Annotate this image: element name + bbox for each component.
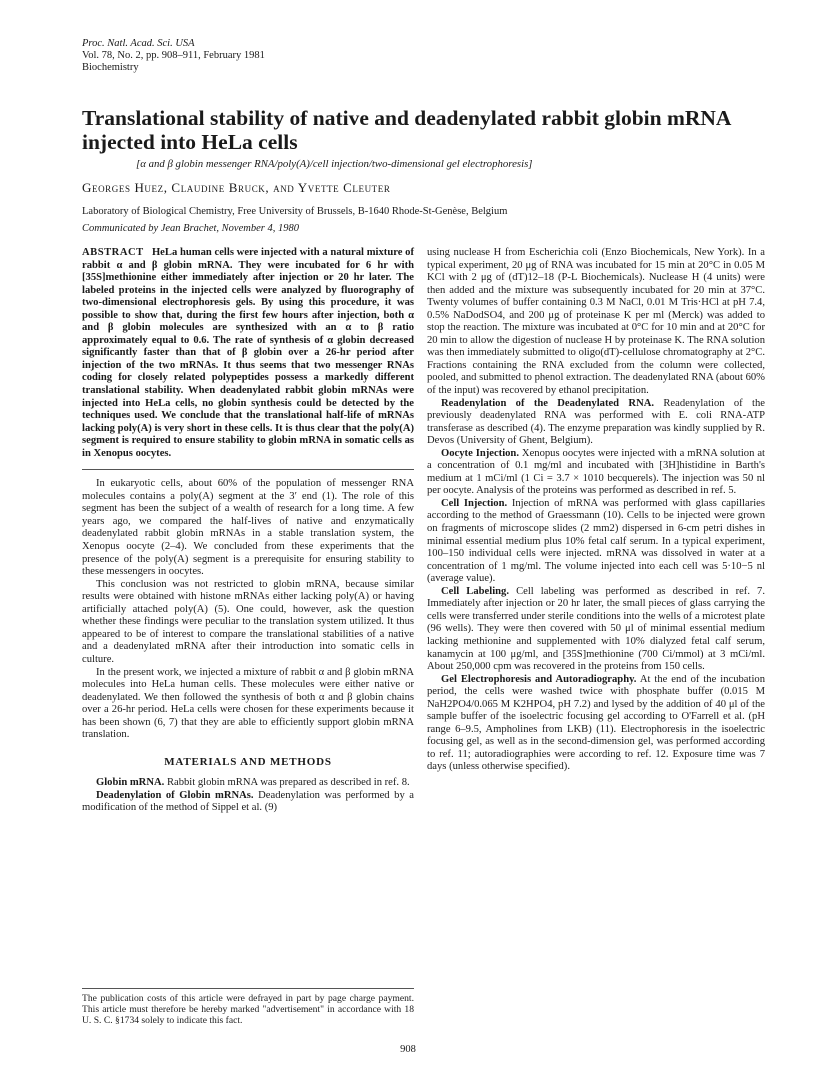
- methods-paragraph: [427, 448, 765, 498]
- methods-paragraph: using nuclease H from Escherichia coli (Enzo Biochemicals, New York). In a typical experiment, 20 μg of RNA was incubated for 15 min at 20°C in 0.05 M KCl with 2 μg of (dT)12–18 (P-L Biochemicals). Nuclease H (4 units) were then added and the mixture was subsequently incubated for 20 min at 37°C. Twenty volumes of buffer containing 0.3 M NaCl, 0.01 M Tris·HCl at pH 7.4, 0.5% NaDodSO4, and 200 μg of proteinase K per ml (Merck) was added to stop the reaction. The mixture was incubated at 0°C for 10 min and at 20°C for 20 min to allow the digestion of nuclease H by proteinase K. The RNA solution was then immediately submitted to oligo(dT)-cellulose chromatography at 2°C. Fractions containing the RNA excluded from the column were collected, pooled, and submitted to phenol extraction. The deadenylated RNA (about 60% of the input) was recovered by ethanol precipitation.: [427, 247, 765, 397]
- paragraph-text: Readenylation of the previously deadenylated RNA was performed with E. coli RNA-ATP transferase as described (4). The enzyme preparation was kindly supplied by R. Devos (University of Ghent, Belgium).: [427, 397, 765, 447]
- paragraph-heading: Readenylation of the Deadenylated RNA.: [441, 397, 655, 409]
- methods-paragraph: [427, 674, 765, 774]
- communicated-by: Communicated by Jean Brachet, November 4, 1980: [82, 223, 299, 234]
- abstract-label: ABSTRACT: [82, 247, 144, 258]
- paragraph-heading: Gel Electrophoresis and Autoradiography.: [441, 673, 637, 685]
- authors: Georges Huez, Claudine Bruck, and Yvette Cleuter: [82, 180, 391, 195]
- intro-paragraph: This conclusion was not restricted to globin mRNA, because similar results were obtained with histone mRNAs either lacking poly(A) or having artificially attached poly(A) (5). One could, however, ask the question whether these findings were peculiar to the translation system utilized. It thus appeared to be of interest to compare the translational stabilities of a native and a deadenylated mRNA after their introduction into somatic cells in culture.: [82, 578, 414, 665]
- abstract-divider: [82, 469, 414, 470]
- journal-name: Proc. Natl. Acad. Sci. USA: [82, 38, 195, 49]
- paragraph-text: Xenopus oocytes were injected with a mRNA solution at a concentration of 0.1 mg/ml and incubated with [3H]histidine in Barth's medium at 1 mCi/ml (1 Ci = 3.7 × 1010 becquerels). The injection was 50 nl per oocyte. Analysis of the proteins was performed as described in ref. 5.: [427, 447, 765, 497]
- paragraph-text: Injection of mRNA was performed with glass capillaries according to the method of Graessmann (10). Cells to be injected were grown on fragments of microscope slides (2 mm2) dispersed in 6-cm petri dishes in minimal essential medium plus 10% fetal calf serum. In a typical experiment, 100–150 individual cells were injected. mRNA was dissolved in water at a concentration of 1 mg/ml. The volume injected into each cell was 5·10−5 nl (average value).: [427, 497, 765, 585]
- abstract: [82, 247, 414, 460]
- paragraph-text: Cell labeling was performed as described in ref. 7. Immediately after injection or 20 hr later, the small pieces of glass carrying the cells were transferred under sterile conditions into the wells of a microtest plate (96 wells). They were then covered with 50 μl of minimal essential medium lacking methionine and supplemented with 10% dialyzed fetal calf serum, kanamycin at 100 μg/ml, and [35S]methionine (700 Ci/mmol) at 3 mCi/ml. About 250,000 cpm was recovered in the proteins from 150 cells.: [427, 585, 765, 673]
- paragraph-text: At the end of the incubation period, the cells were washed twice with phosphate buffer (0.015 M NaH2PO4/0.065 M K2HPO4, pH 7.2) and lysed by the addition of 40 μl of the sample buffer of the isoelectric focusing gel according to O'Farrell et al. (pH range 6–9.5, Ampholines from LKB) (11). Electrophoresis in the isoelectric focusing gel, as well as in the second-dimension gel, was performed according to ref. 11; autoradiographies were according to ref. 12. Exposure time was 7 days (unless otherwise specified).: [427, 673, 765, 773]
- article-title: Translational stability of native and deadenylated rabbit globin mRNA injected into HeLa cells: [82, 106, 731, 154]
- affiliation: Laboratory of Biological Chemistry, Free University of Brussels, B-1640 Rhode-St-Genèse, Belgium: [82, 206, 508, 217]
- paragraph-heading: Cell Injection.: [441, 497, 508, 509]
- paragraph-heading: Cell Labeling.: [441, 585, 509, 597]
- methods-paragraph: [82, 777, 414, 790]
- journal-volume: Vol. 78, No. 2, pp. 908–911, February 1981: [82, 50, 265, 61]
- methods-paragraph: [427, 398, 765, 448]
- paragraph-text: Deadenylation was performed by a modification of the method of Sippel et al. (9): [82, 789, 415, 814]
- paragraph-heading: Oocyte Injection.: [441, 447, 519, 459]
- paragraph-heading: Deadenylation of Globin mRNAs.: [96, 789, 254, 801]
- abstract-text: HeLa human cells were injected with a natural mixture of rabbit α and β globin mRNA. They were incubated for 6 hr with [35S]methionine either immediately after injection or 20 hr later. The labeled proteins in the injected cells were analyzed by fluorography of two-dimensional electrophoresis gels. By using this procedure, it was possible to show that, during the first few hours after injection, both α and β globin molecules are synthesized with an α to β ratio approximately equal to 0.6. The rate of synthesis of α globin decreased significantly faster than that of β globin over a 26-hr period after injection of the two mRNAs. It thus seems that two messenger RNAs coding for closely related polypeptides possess a markedly different translational stability. When deadenylated rabbit globin mRNAs were injected into HeLa cells, no globin synthesis could be detected by the techniques used. We conclude that the translational half-life of mRNAs lacking poly(A) is very short in these cells. It is thus clear that the poly(A) segment is required to ensure stability to globin mRNA in somatic cells as in Xenopus oocytes.: [82, 247, 414, 459]
- methods-paragraph: [427, 586, 765, 674]
- methods-heading: MATERIALS AND METHODS: [164, 755, 332, 768]
- intro-paragraph: In eukaryotic cells, about 60% of the population of messenger RNA molecules contains a poly(A) segment at the 3′ end (1). The role of this segment has been the subject of a wealth of research for a long time. A few years ago, we compared the half-lives of native and enzymatically deadenylated rabbit globin mRNAs in a stable translation system, the Xenopus oocyte (2–4). We concluded from these experiments that the presence of the poly(A) segment is a prerequisite for ensuring stability to these messengers in oocytes.: [82, 478, 414, 578]
- paragraph-heading: Globin mRNA.: [96, 777, 165, 789]
- journal-header: [82, 38, 265, 74]
- paragraph-text: Rabbit globin mRNA was prepared as described in ref. 8.: [166, 777, 410, 789]
- footnote: The publication costs of this article were defrayed in part by page charge payment. This article must therefore be hereby marked "advertisement" in accordance with 18 U. S. C. §1734 solely to indicate this fact.: [82, 993, 414, 1027]
- methods-paragraph: [427, 498, 765, 586]
- page-number: 908: [400, 1044, 416, 1055]
- intro-paragraph: In the present work, we injected a mixture of rabbit α and β globin mRNA molecules into HeLa human cells. These molecules were either native or deadenylated. We then followed the synthesis of both α and β globin chains over a 26-hr period. HeLa cells were chosen for these experiments because it has been shown (6, 7) that they are able to efficiently support globin mRNA translation.: [82, 666, 414, 741]
- journal-section: Biochemistry: [82, 62, 139, 73]
- left-column: [82, 247, 414, 815]
- right-column: [427, 247, 765, 774]
- keywords: [α and β globin messenger RNA/poly(A)/cell injection/two-dimensional gel electrophoresis]: [136, 158, 533, 170]
- footnote-divider: [82, 988, 414, 989]
- methods-paragraph: [82, 790, 414, 815]
